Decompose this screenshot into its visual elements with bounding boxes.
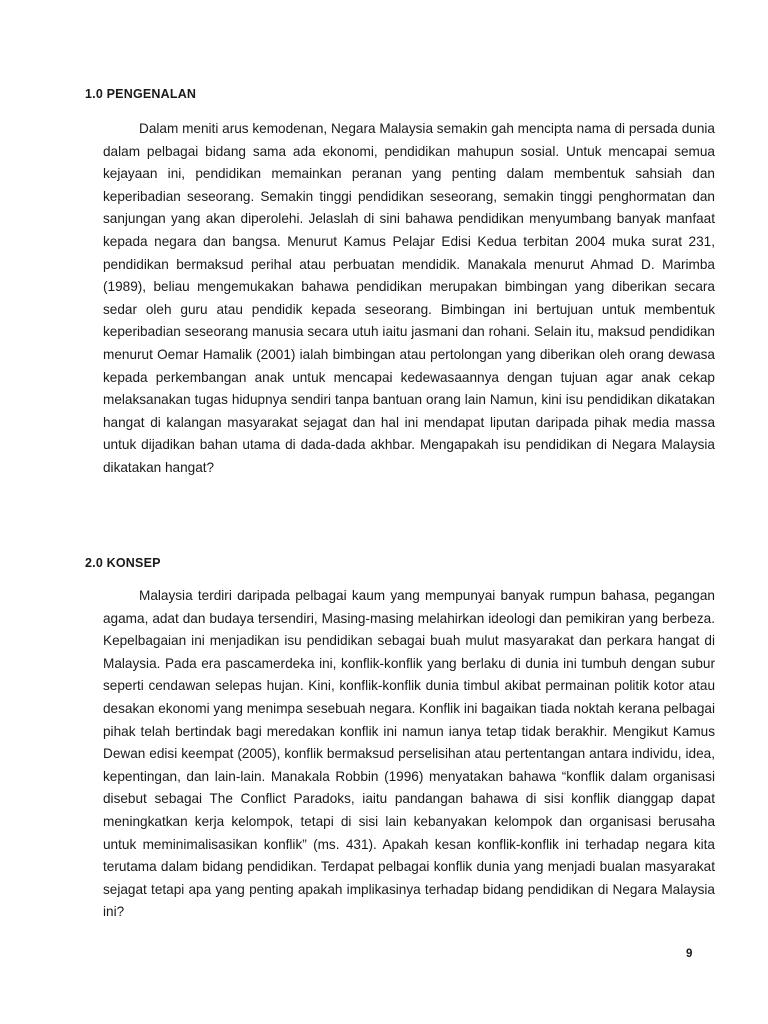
section-heading-pengenalan: 1.0 PENGENALAN bbox=[85, 87, 197, 101]
page-number: 9 bbox=[686, 948, 693, 960]
section-paragraph-pengenalan: Dalam meniti arus kemodenan, Negara Malaysia semakin gah mencipta nama di persada dunia dalam pelbagai bidang sama ada ekonomi, pendidikan mahupun sosial. Untuk mencapai semua kejayaan ini, pendidikan memainkan peranan yang penting dalam membentuk sahsiah dan keperibadian seseorang. Semakin tinggi pendidikan seseorang, semakin tinggi penghormatan dan sanjungan yang akan diperolehi. Jelaslah di sini bahawa pendidikan menyumbang banyak manfaat kepada negara dan bangsa. Menurut Kamus Pelajar Edisi Kedua terbitan 2004 muka surat 231, pendidikan bermaksud perihal atau perbuatan mendidik. Manakala menurut Ahmad D. Marimba (1989), beliau mengemukakan bahawa pendidikan merupakan bimbingan yang diberikan secara sedar oleh guru atau pendidik kepada seseorang. Bimbingan ini bertujuan untuk membentuk keperibadian seseorang manusia secara utuh iaitu jasmani dan rohani. Selain itu, maksud pendidikan menurut Oemar Hamalik (2001) ialah bimbingan atau pertolongan yang diberikan oleh orang dewasa kepada perkembangan anak untuk mencapai kedewasaannya dengan tujuan agar anak cekap melaksanakan tugas hidupnya sendiri tanpa bantuan orang lain Namun, kini isu pendidikan dikatakan hangat di kalangan masyarakat sejagat dan hal ini mendapat liputan daripada pihak media massa untuk dijadikan bahan utama di dada-dada akhbar. Mengapakah isu pendidikan di Negara Malaysia dikatakan hangat? bbox=[103, 121, 715, 475]
section-heading-konsep: 2.0 KONSEP bbox=[85, 556, 161, 570]
section-paragraph-konsep: Malaysia terdiri daripada pelbagai kaum yang mempunyai banyak rumpun bahasa, pegangan agama, adat dan budaya tersendiri, Masing-masing melahirkan ideologi dan pemikiran yang berbeza. Kepelbagaian ini menjadikan isu pendidikan sebagai buah mulut masyarakat dan perkara hangat di Malaysia. Pada era pascamerdeka ini, konflik-konflik yang berlaku di dunia ini tumbuh dengan subur seperti cendawan selepas hujan. Kini, konflik-konflik dunia timbul akibat permainan politik kotor atau desakan ekonomi yang menimpa sesebuah negara. Konflik ini bagaikan tiada noktah kerana pelbagai pihak telah bertindak bagi meredakan konflik ini namun ianya tetap tidak berakhir. Mengikut Kamus Dewan edisi keempat (2005), konflik bermaksud perselisihan atau pertentangan antara individu, idea, kepentingan, dan lain-lain. Manakala Robbin (1996) menyatakan bahawa “konflik dalam organisasi disebut sebagai The Conflict Paradoks, iaitu pandangan bahawa di sisi konflik dianggap dapat meningkatkan kerja kelompok, tetapi di sisi lain kebanyakan kelompok dan organisasi berusaha untuk meminimalisasikan konflik” (ms. 431). Apakah kesan konflik-konflik ini terhadap negara kita terutama dalam bidang pendidikan. Terdapat pelbagai konflik dunia yang menjadi bualan masyarakat sejagat tetapi apa yang penting apakah implikasinya terhadap bidang pendidikan di Negara Malaysia ini? bbox=[103, 588, 715, 920]
